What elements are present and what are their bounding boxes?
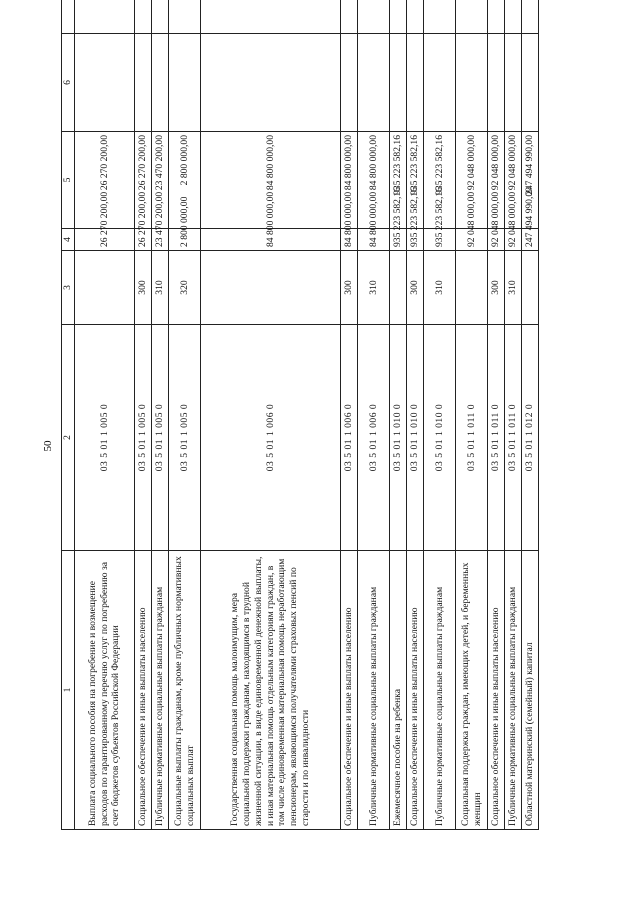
row-vr xyxy=(201,251,341,325)
row-vr xyxy=(522,251,539,325)
row-value-6: 26 270 200,00 xyxy=(135,132,152,229)
row-vr: 300 xyxy=(488,251,505,325)
row-value-5: 26 270 200,00 xyxy=(135,229,152,251)
row-vr: 310 xyxy=(152,251,169,325)
header-cell: 5 xyxy=(62,132,75,229)
row-vr: 310 xyxy=(358,251,390,325)
row-col-7 xyxy=(407,34,424,132)
row-col-7 xyxy=(201,34,341,132)
row-vr: 300 xyxy=(135,251,152,325)
row-code: 03 5 01 1 005 0 xyxy=(169,325,201,551)
row-value-6: 84 800 000,00 xyxy=(201,132,341,229)
row-col-1 xyxy=(407,0,424,34)
row-value-6: 935 223 582,16 xyxy=(390,132,407,229)
row-col-1 xyxy=(456,0,488,34)
row-name: Публичные нормативные социальные выплаты гражданам xyxy=(424,551,456,830)
row-col-1 xyxy=(424,0,456,34)
row-vr xyxy=(390,251,407,325)
rotated-page xyxy=(61,60,581,830)
row-col-7 xyxy=(135,34,152,132)
row-vr xyxy=(456,251,488,325)
row-value-6: 247 494 990,00 xyxy=(522,132,539,229)
row-value-5: 2 800 000,00 xyxy=(169,229,201,251)
row-col-7 xyxy=(169,34,201,132)
row-code: 03 5 01 1 006 0 xyxy=(201,325,341,551)
table-row xyxy=(407,0,424,830)
row-vr: 300 xyxy=(341,251,358,325)
row-name: Выплата социального пособия на погребение и возмещение расходов по гарантированному перечню услуг по погребению за счет бюджетов субъектов Российской Федерации xyxy=(75,551,135,830)
row-value-5: 92 048 000,00 xyxy=(505,229,522,251)
row-name: Публичные нормативные социальные выплаты гражданам xyxy=(152,551,169,830)
row-code: 03 5 01 1 006 0 xyxy=(341,325,358,551)
row-name: Областной материнский (семейный) капитал xyxy=(522,551,539,830)
row-value-6: 92 048 000,00 xyxy=(488,132,505,229)
row-vr: 320 xyxy=(169,251,201,325)
row-name: Публичные нормативные социальные выплаты гражданам xyxy=(505,551,522,830)
header-cell: 2 xyxy=(62,325,75,551)
table-row xyxy=(341,0,358,830)
row-name: Государственная социальная помощь малоимущим, мера социальной поддержки гражданам, находящимся в трудной жизненной ситуации, в виде единовременной денежной выплаты, и иная материальная помощь отдельным категориям граждан, в том числе единовременная материальная помощь неработающим пенсионерам, являющимся получателями страховых пенсий по старости и по инвалидности xyxy=(201,551,341,830)
row-code: 03 5 01 1 011 0 xyxy=(488,325,505,551)
row-value-5: 26 270 200,00 xyxy=(75,229,135,251)
row-col-7 xyxy=(488,34,505,132)
table-row xyxy=(169,0,201,830)
table-row xyxy=(424,0,456,830)
header-cell xyxy=(62,0,75,34)
table-row xyxy=(152,0,169,830)
row-code: 03 5 01 1 005 0 xyxy=(152,325,169,551)
row-col-1 xyxy=(152,0,169,34)
row-code: 03 5 01 1 012 0 xyxy=(522,325,539,551)
row-value-5: 935 223 582,16 xyxy=(390,229,407,251)
row-vr: 310 xyxy=(424,251,456,325)
row-col-7 xyxy=(424,34,456,132)
row-code: 03 5 01 1 006 0 xyxy=(358,325,390,551)
table-row xyxy=(522,0,539,830)
row-col-1 xyxy=(341,0,358,34)
row-value-6: 92 048 000,00 xyxy=(456,132,488,229)
row-value-5: 84 800 000,00 xyxy=(341,229,358,251)
row-col-7 xyxy=(75,34,135,132)
row-col-1 xyxy=(135,0,152,34)
row-col-1 xyxy=(201,0,341,34)
row-value-6: 935 223 582,16 xyxy=(407,132,424,229)
row-name: Социальное обеспечение и иные выплаты населению xyxy=(135,551,152,830)
row-col-7 xyxy=(358,34,390,132)
row-code: 03 5 01 1 011 0 xyxy=(456,325,488,551)
header-row xyxy=(62,0,75,830)
row-value-6: 84 800 000,00 xyxy=(358,132,390,229)
table-row xyxy=(505,0,522,830)
row-name: Публичные нормативные социальные выплаты гражданам xyxy=(358,551,390,830)
table-row xyxy=(390,0,407,830)
row-code: 03 5 01 1 010 0 xyxy=(390,325,407,551)
row-value-6: 84 800 000,00 xyxy=(341,132,358,229)
header-cell: 4 xyxy=(62,229,75,251)
row-code: 03 5 01 1 010 0 xyxy=(407,325,424,551)
row-value-5: 935 223 582,16 xyxy=(424,229,456,251)
table-row xyxy=(201,0,341,830)
row-value-6: 2 800 000,00 xyxy=(169,132,201,229)
row-col-7 xyxy=(522,34,539,132)
row-name: Социальные выплаты гражданам, кроме публичных нормативных социальных выплат xyxy=(169,551,201,830)
row-value-6: 26 270 200,00 xyxy=(75,132,135,229)
table-row xyxy=(135,0,152,830)
row-col-1 xyxy=(358,0,390,34)
row-name: Социальное обеспечение и иные выплаты населению xyxy=(488,551,505,830)
row-value-6: 935 223 582,16 xyxy=(424,132,456,229)
table-row xyxy=(75,0,135,830)
row-col-1 xyxy=(488,0,505,34)
row-col-1 xyxy=(505,0,522,34)
row-code: 03 5 01 1 010 0 xyxy=(424,325,456,551)
page-number: 50 xyxy=(42,440,54,452)
header-cell: 3 xyxy=(62,251,75,325)
row-code: 03 5 01 1 005 0 xyxy=(135,325,152,551)
row-col-1 xyxy=(169,0,201,34)
row-value-5: 23 470 200,00 xyxy=(152,229,169,251)
row-name: Социальное обеспечение и иные выплаты населению xyxy=(407,551,424,830)
header-cell: 6 xyxy=(62,34,75,132)
table-row xyxy=(488,0,505,830)
row-vr: 300 xyxy=(407,251,424,325)
row-name: Ежемесячное пособие на ребенка xyxy=(390,551,407,830)
row-code: 03 5 01 1 011 0 xyxy=(505,325,522,551)
row-code: 03 5 01 1 005 0 xyxy=(75,325,135,551)
row-col-7 xyxy=(152,34,169,132)
row-value-6: 92 048 000,00 xyxy=(505,132,522,229)
row-vr xyxy=(75,251,135,325)
row-vr: 310 xyxy=(505,251,522,325)
row-value-5: 247 494 990,00 xyxy=(522,229,539,251)
row-value-5: 84 800 000,00 xyxy=(358,229,390,251)
row-col-7 xyxy=(456,34,488,132)
row-value-5: 84 800 000,00 xyxy=(201,229,341,251)
budget-table xyxy=(61,0,539,830)
row-col-1 xyxy=(390,0,407,34)
row-name: Социальное обеспечение и иные выплаты населению xyxy=(341,551,358,830)
table-row xyxy=(358,0,390,830)
row-col-7 xyxy=(341,34,358,132)
row-col-7 xyxy=(505,34,522,132)
header-cell: 1 xyxy=(62,551,75,830)
row-col-7 xyxy=(390,34,407,132)
row-value-5: 92 048 000,00 xyxy=(456,229,488,251)
row-col-1 xyxy=(75,0,135,34)
table-row xyxy=(456,0,488,830)
row-value-6: 23 470 200,00 xyxy=(152,132,169,229)
row-value-5: 92 048 000,00 xyxy=(488,229,505,251)
row-col-1 xyxy=(522,0,539,34)
row-value-5: 935 223 582,16 xyxy=(407,229,424,251)
row-name: Социальная поддержка граждан, имеющих детей, и беременных женщин xyxy=(456,551,488,830)
